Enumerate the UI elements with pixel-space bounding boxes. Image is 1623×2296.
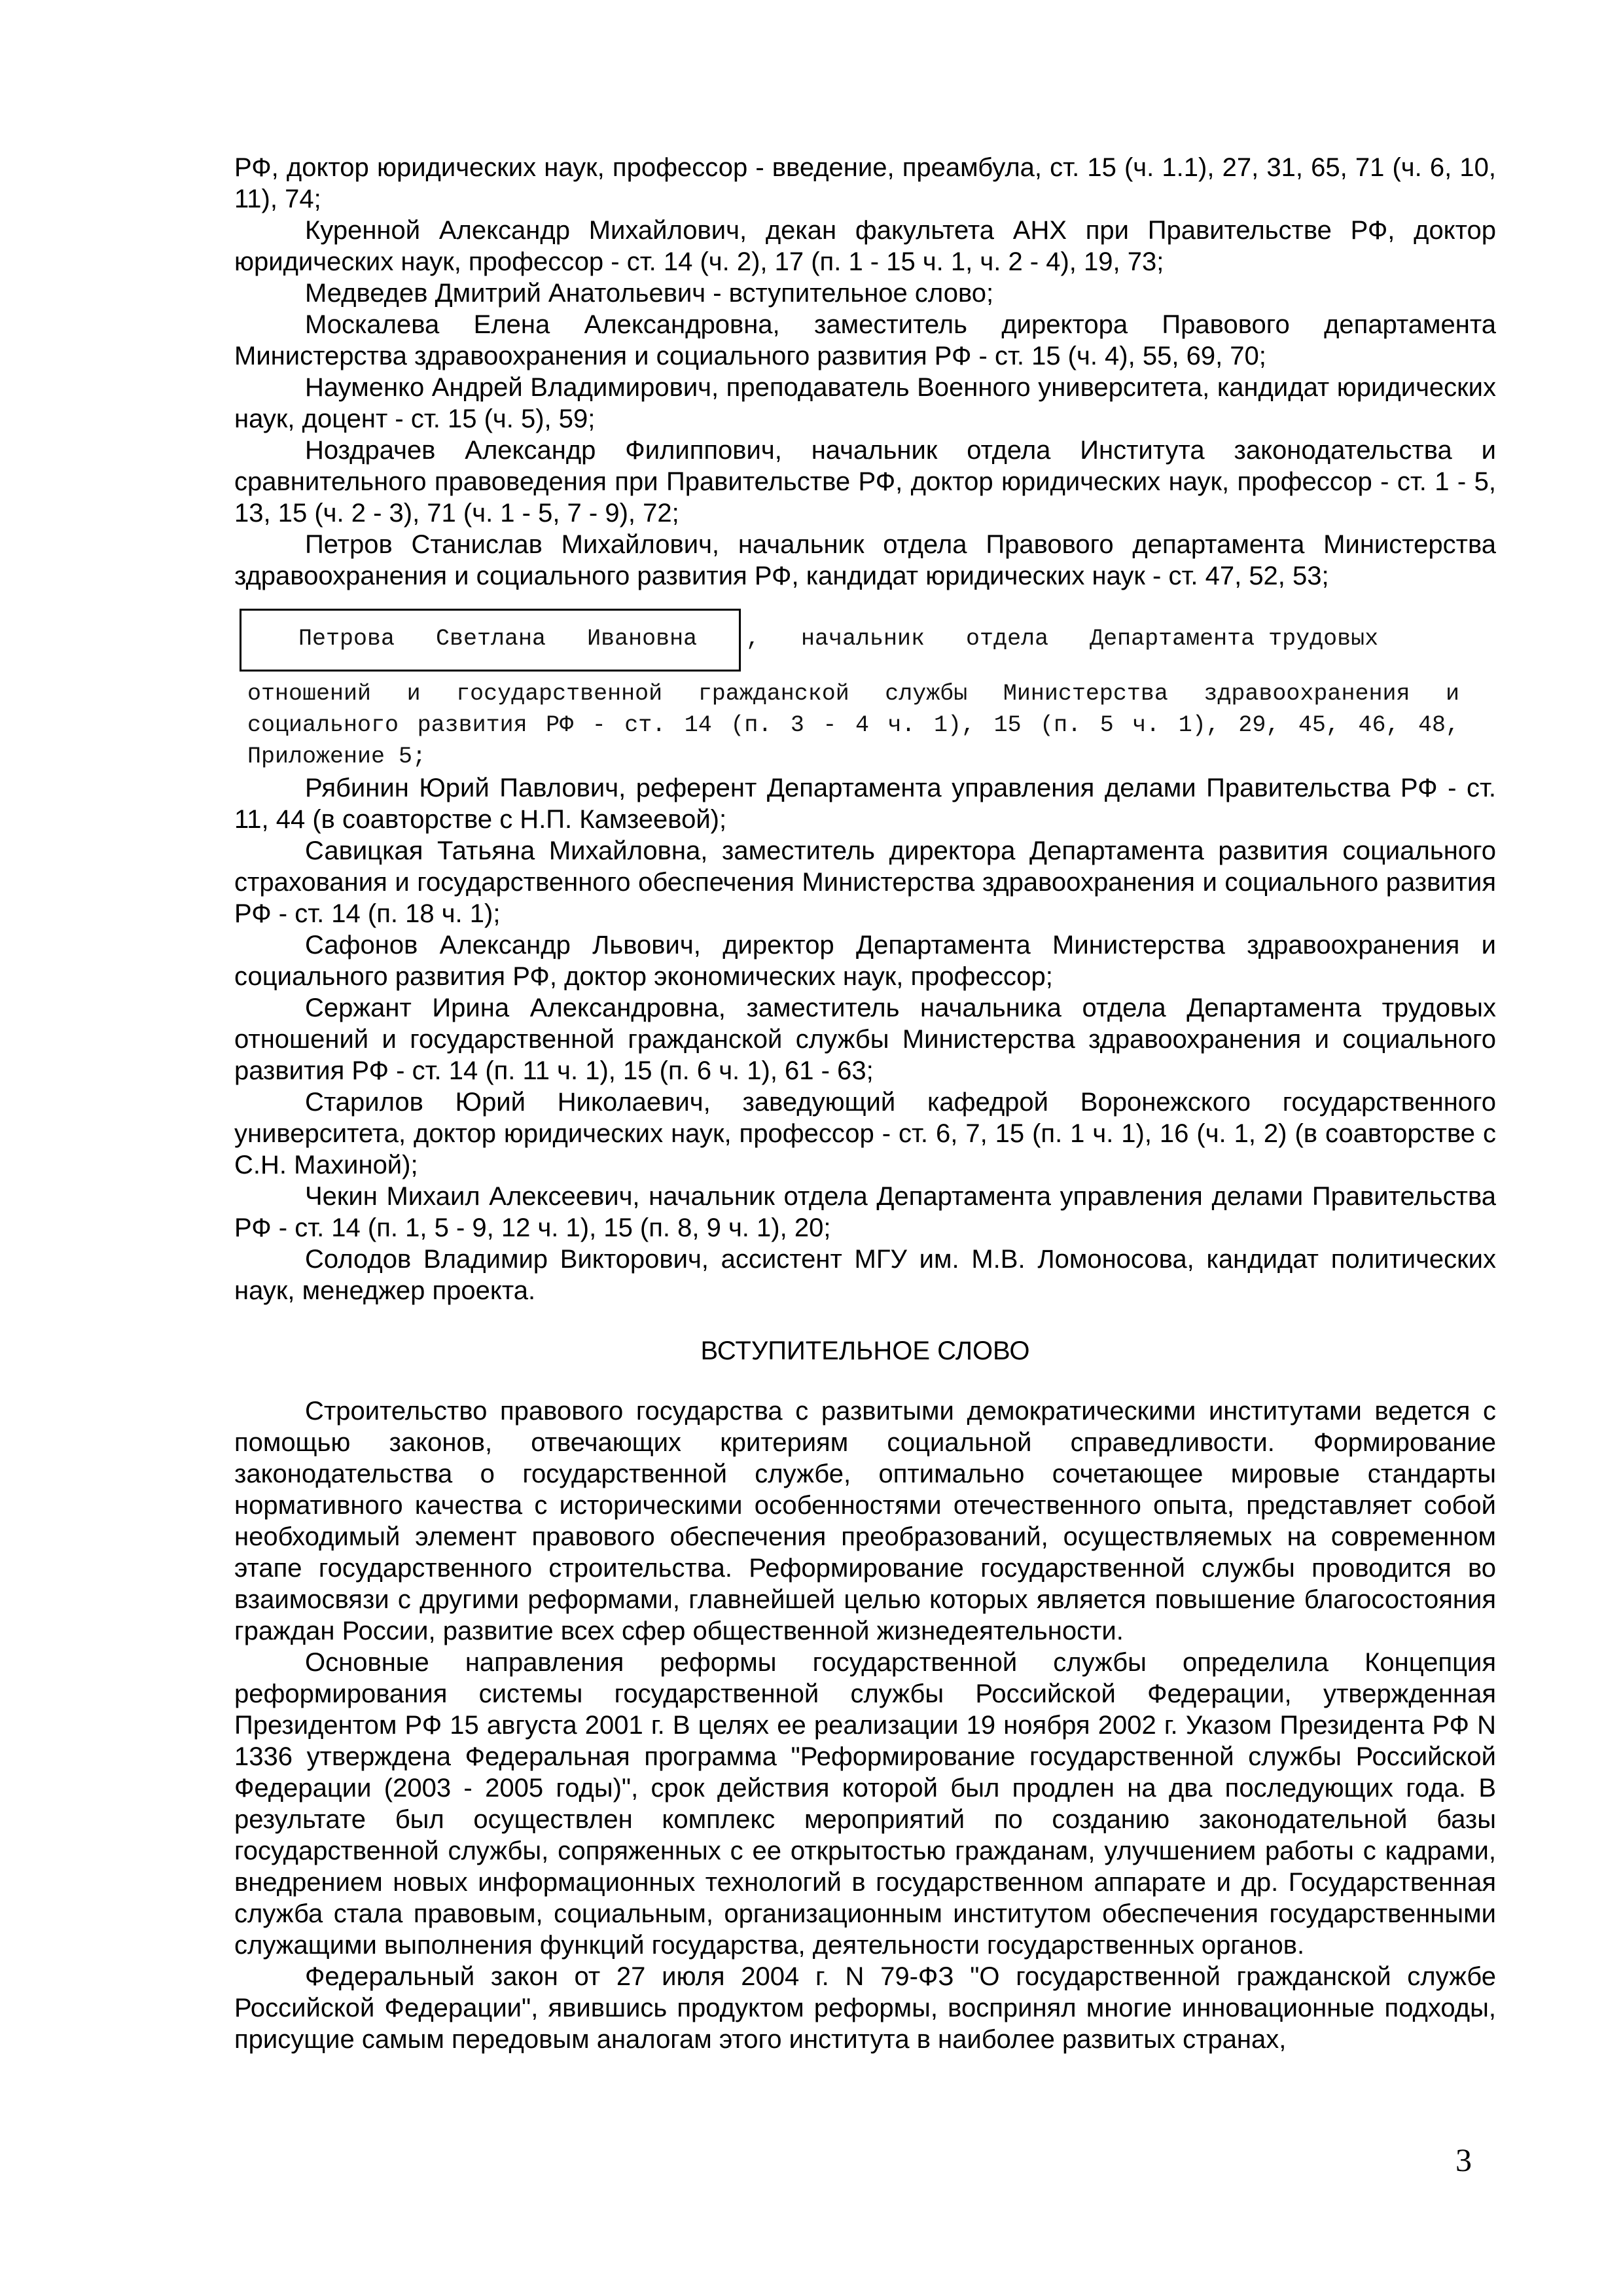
intro-text [234,1395,1496,2055]
author-entry: Старилов Юрий Николаевич, заведующий кафедрой Воронежского государственного университета, доктор юридических наук, профессор - ст. 6, 7, 15 (п. 1 ч. 1), 16 (ч. 1, 2) (в соавторстве с С.Н. Махиной); [234,1088,1496,1179]
intro-paragraph: Основные направления реформы государственной службы определила Концепция реформирования системы государственной службы Российской Федерации, утвержденная Президентом РФ 15 августа 2001 г. В целях ее реализации 19 ноября 2002 г. Указом Президента РФ N 1336 утверждена Федеральная программа "Реформирование государственной службы Российской Федерации (2003 - 2005 годы)", срок действия которой был продлен на два последующих года. В результате был осуществлен комплекс мероприятий по созданию законодательной базы государственной службы, сопряженных с ее открытостью гражданам, улучшением работы с кадрами, внедрением новых информационных технологий в государственном аппарате и др. Государственная служба стала правовым, социальным, организационным институтом обеспечения государственными служащими выполнения функций государства, деятельности государственных органов. [234,1648,1496,1960]
author-entry: Савицкая Татьяна Михайловна, заместитель директора Департамента развития социального страхования и государственного обеспечения Министерства здравоохранения и социального развития РФ - ст. 14 (п. 18 ч. 1); [234,836,1496,928]
author-entry-continuation: отношений и государственной гражданской службы Министерства здравоохранения и социального развития РФ - ст. 14 (п. 3 - 4 ч. 1), 15 (п. 5 ч. 1), 29, 45, 46, 48, Приложение 5; [247,681,1459,770]
page-number: 3 [1455,2142,1472,2178]
author-entry: Петров Станислав Михайлович, начальник отдела Правового департамента Министерства здравоохранения и социального развития РФ, кандидат юридических наук - ст. 47, 52, 53; [234,530,1496,590]
author-entry: Медведев Дмитрий Анатольевич - вступительное слово; [305,279,994,308]
author-entry: Ноздрачев Александр Филиппович, начальник отдела Института законодательства и сравнительного правоведения при Правительстве РФ, доктор юридических наук, профессор - ст. 1 - 5, 13, 15 (ч. 2 - 3), 71 (ч. 1 - 5, 7 - 9), 72; [234,436,1496,528]
author-entry: Солодов Владимир Викторович, ассистент МГУ им. М.В. Ломоносова, кандидат политических наук, менеджер проекта. [234,1245,1496,1305]
authors-list-top [234,152,1496,592]
intro-paragraph: Федеральный закон от 27 июля 2004 г. N 79-ФЗ "О государственной гражданской службе Российской Федерации", явившись продуктом реформы, воспринял многие инновационные подходы, присущие самым передовым аналогам этого института в наиболее развитых странах, [234,1962,1496,2054]
author-entry: Сержант Ирина Александровна, заместитель начальника отдела Департамента трудовых отношений и государственной гражданской службы Министерства здравоохранения и социального развития РФ - ст. 14 (п. 11 ч. 1), 15 (п. 6 ч. 1), 61 - 63; [234,994,1496,1085]
author-entry: Москалева Елена Александровна, заместитель директора Правового департамента Министерства здравоохранения и социального развития РФ - ст. 15 (ч. 4), 55, 69, 70; [234,310,1496,370]
author-entry: Рябинин Юрий Павлович, референт Департамента управления делами Правительства РФ - ст. 11, 44 (в соавторстве с Н.П. Камзеевой); [234,774,1496,834]
author-entry: Сафонов Александр Львович, директор Департамента Министерства здравоохранения и социального развития РФ, доктор экономических наук, профессор; [234,931,1496,991]
boxed-author-continuation [247,678,1459,772]
intro-paragraph: Строительство правового государства с развитыми демократическими институтами ведется с помощью законов, отвечающих критериям социальной справедливости. Формирование законодательства о государственной службе, оптимально сочетающее мировые стандарты нормативного качества с историческими особенностями отечественного опыта, представляет собой необходимый элемент правового обеспечения преобразований, осуществляемых на современном этапе государственного строительства. Реформирование государственной службы проводится во взаимосвязи с другими реформами, главнейшей целью которых является повышение благосостояния граждан России, развитие всех сфер общественной жизнедеятельности. [234,1397,1496,1645]
section-heading: ВСТУПИТЕЛЬНОЕ СЛОВО [700,1336,1030,1365]
authors-list-bottom [234,772,1496,1306]
author-entry: Чекин Михаил Алексеевич, начальник отдела Департамента управления делами Правительства РФ - ст. 14 (п. 1, 5 - 9, 12 ч. 1), 15 (п. 8, 9 ч. 1), 20; [234,1182,1496,1242]
boxed-author-line-rest: , начальник отдела Департамента трудовых [746,626,1379,652]
author-entry: Науменко Андрей Владимирович, преподаватель Военного университета, кандидат юридических наук, доцент - ст. 15 (ч. 5), 59; [234,373,1496,433]
author-entry: РФ, доктор юридических наук, профессор - введение, преамбула, ст. 15 (ч. 1.1), 27, 31, 65, 71 (ч. 6, 10, 11), 74; [234,153,1496,213]
author-entry: Куренной Александр Михайлович, декан факультета АНХ при Правительстве РФ, доктор юридических наук, профессор - ст. 14 (ч. 2), 17 (п. 1 - 15 ч. 1, ч. 2 - 4), 19, 73; [234,216,1496,276]
boxed-author-name: Петрова Светлана Ивановна [298,626,698,652]
